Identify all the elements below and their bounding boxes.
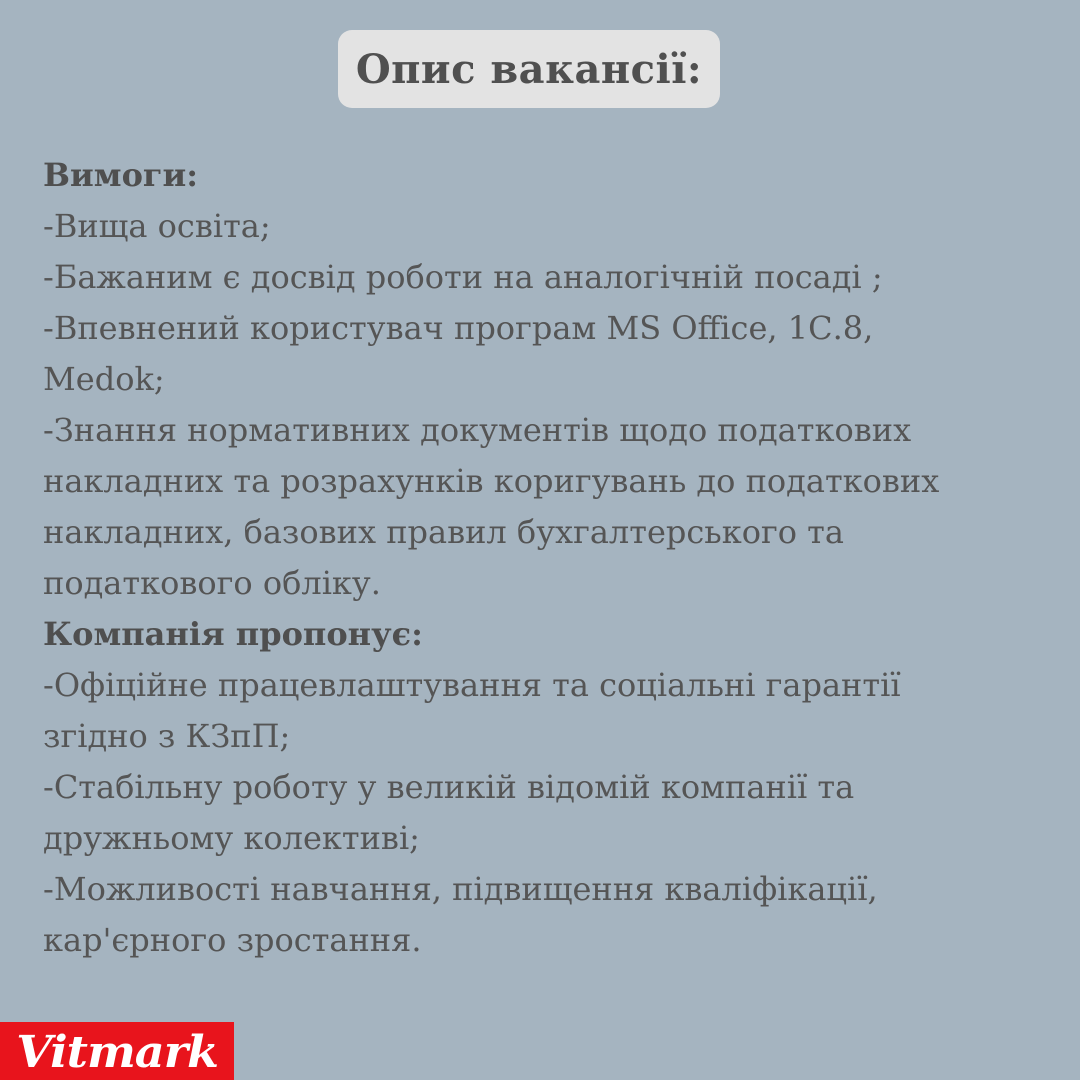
offer-heading: Компанія пропонує: xyxy=(43,615,423,653)
offer-line: дружньому колективі; xyxy=(43,819,420,857)
requirement-line: накладних та розрахунків коригувань до податкових xyxy=(43,462,940,500)
requirement-line: -Вища освіта; xyxy=(43,207,271,245)
offer-line: -Можливості навчання, підвищення кваліфікації, xyxy=(43,870,878,908)
requirements-heading: Вимоги: xyxy=(43,156,199,194)
requirement-line: -Бажаним є досвід роботи на аналогічній посаді ; xyxy=(43,258,883,296)
requirement-line: -Знання нормативних документів щодо податкових xyxy=(43,411,912,449)
requirement-line: податкового обліку. xyxy=(43,564,381,602)
page-title: Опис вакансії: xyxy=(355,45,703,93)
title-box xyxy=(338,30,720,108)
offer-line: згідно з КЗпП; xyxy=(43,717,291,755)
logo-text: Vitmark xyxy=(16,1026,218,1078)
offer-line: -Офіційне працевлаштування та соціальні гарантії xyxy=(43,666,901,704)
vacancy-description xyxy=(43,150,1043,966)
offer-line: кар'єрного зростання. xyxy=(43,921,422,959)
vitmark-logo xyxy=(0,1022,234,1080)
requirement-line: Medok; xyxy=(43,360,165,398)
offer-line: -Стабільну роботу у великій відомій компанії та xyxy=(43,768,855,806)
requirement-line: -Впевнений користувач програм MS Office, 1С.8, xyxy=(43,309,874,347)
requirement-line: накладних, базових правил бухгалтерського та xyxy=(43,513,844,551)
